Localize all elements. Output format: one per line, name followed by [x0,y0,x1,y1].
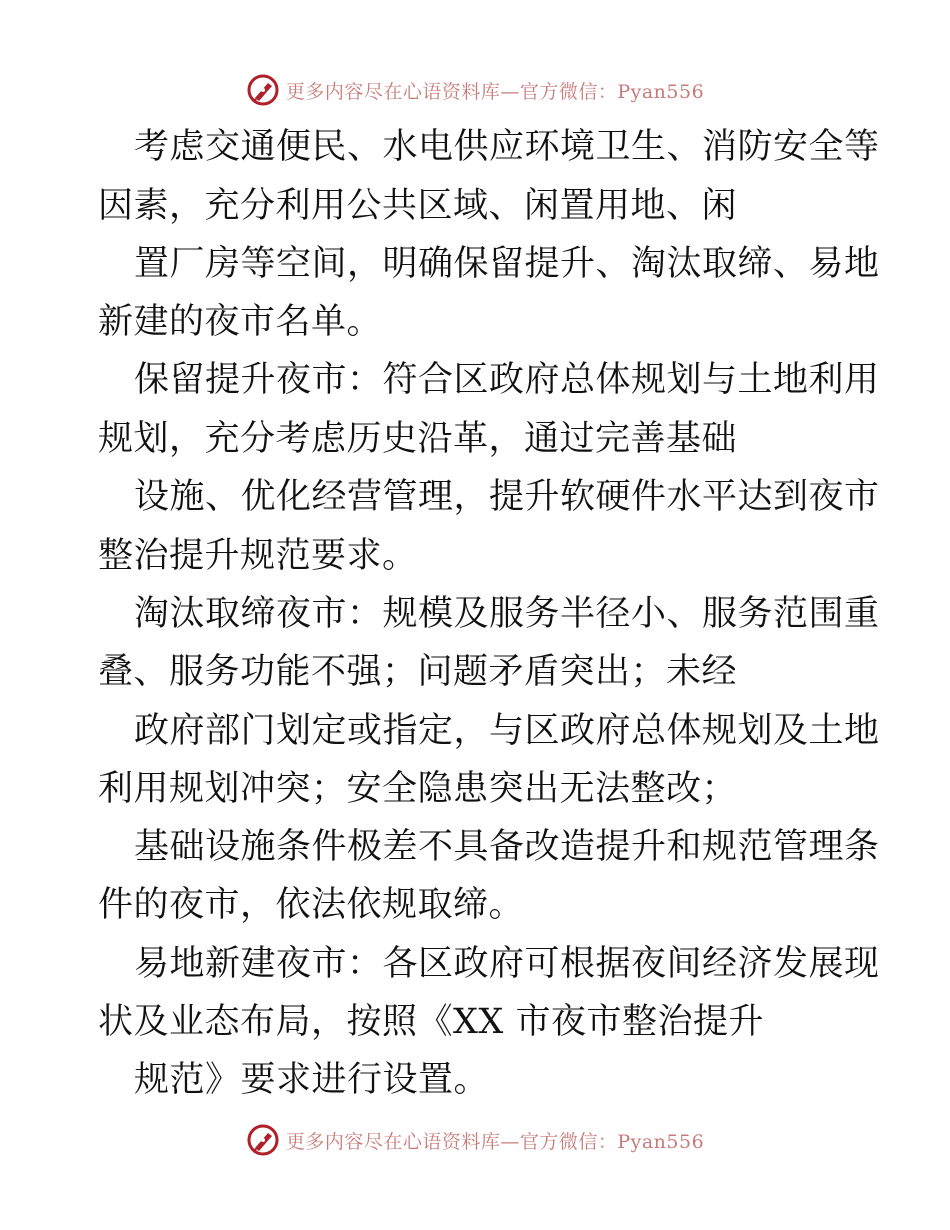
body-line: 规范》要求进行设置。 [134,1060,490,1100]
header-banner [0,70,950,110]
body-line: 保留提升夜市：符合区政府总体规划与土地利用 [134,360,880,400]
pen-nib-logo-icon [246,73,280,107]
body-line: 件的夜市，依法依规取缔。 [98,885,525,925]
body-line: 叠、服务功能不强；问题矛盾突出；未经 [98,652,738,692]
body-line: 利用规划冲突；安全隐患突出无法整改； [98,769,738,809]
body-line: 置厂房等空间，明确保留提升、淘汰取缔、易地 [134,244,880,284]
body-line: 淘汰取缔夜市：规模及服务半径小、服务范围重 [134,594,880,634]
footer-banner-text: 更多内容尽在心语资料库—官方微信：Pyan556 [285,1130,705,1153]
body-line: 新建的夜市名单。 [98,302,383,342]
body-line: 设施、优化经营管理，提升软硬件水平达到夜市 [134,477,880,517]
body-line: 整治提升规范要求。 [98,536,418,576]
body-line: 基础设施条件极差不具备改造提升和规范管理条 [134,827,880,867]
body-line: 因素，充分利用公共区域、闲置用地、闲 [98,186,738,226]
footer-banner [0,1120,950,1160]
body-line: 易地新建夜市：各区政府可根据夜间经济发展现 [134,944,880,984]
body-line: 规划，充分考虑历史沿革，通过完善基础 [98,419,738,459]
header-banner-text: 更多内容尽在心语资料库—官方微信：Pyan556 [285,80,705,103]
body-line: 政府部门划定或指定，与区政府总体规划及土地 [134,711,880,751]
body-line: 考虑交通便民、水电供应环境卫生、消防安全等 [134,127,880,167]
body-line: 状及业态布局，按照《XX 市夜市整治提升 [98,1002,764,1042]
pen-nib-logo-icon [246,1123,280,1157]
